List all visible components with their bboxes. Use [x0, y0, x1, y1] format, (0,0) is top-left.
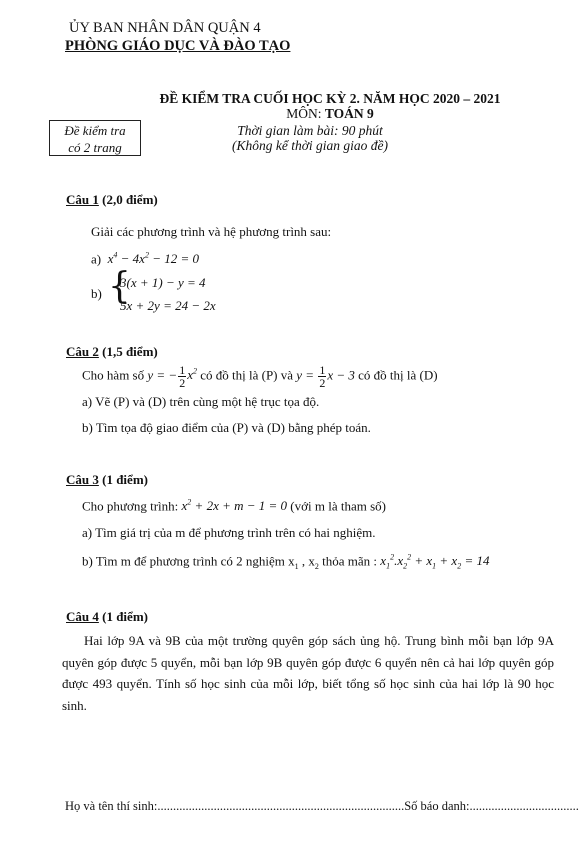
- system-brace: {: [108, 266, 131, 307]
- q3-part-a: a) Tìm giá trị của m để phương trình trên có hai nghiệm.: [82, 525, 376, 540]
- q4-problem-text: Hai lớp 9A và 9B của một trường quyên góp sách ủng hộ. Trung bình mỗi bạn lớp 9A quyên góp được 5 quyển, mỗi bạn lớp 9B quyên góp được 6 quyển nên cả hai lớp quyên góp được 493 quyển. Tính số học sinh của mỗi lớp, biết tổng số học sinh của hai lớp là 90 học sinh.: [62, 633, 554, 713]
- q3-intro: Cho phương trình: $x^2 + 2x + m - 1 = 0$ (với m là tham số): [82, 498, 386, 514]
- page-count-line2: có 2 trang: [68, 140, 122, 155]
- q1-heading: Câu 1 (2,0 điểm): [66, 192, 158, 207]
- exam-duration: Thời gian làm bài: 90 phút: [237, 123, 383, 138]
- candidate-name-label: Họ và tên thí sinh:: [65, 799, 158, 813]
- q3-heading: Câu 3 (1 điểm): [66, 472, 148, 487]
- q3-part-b: b) Tìm m để phương trình có 2 nghiệm $x_1$ , $x_2$ thỏa mãn : $x_1^2.x_2^2 + x_1 + x_2 = 14$: [82, 553, 490, 571]
- exam-duration-note: (Không kể thời gian giao đề): [231, 138, 389, 153]
- page-count-box: [49, 120, 141, 156]
- exam-title: ĐỀ KIỂM TRA CUỐI HỌC KỲ 2. NĂM HỌC 2020 – 2021: [159, 91, 501, 106]
- q2-intro: Cho hàm số y = − $\frac{1}{2}$ $x^2$ có đồ thị là (P) và y = $\frac{1}{2}$ x − 3 có đồ thị là (D): [82, 363, 438, 390]
- q2-heading: Câu 2 (1,5 điểm): [66, 344, 158, 359]
- q1-intro: Giải các phương trình và hệ phương trình sau:: [91, 224, 332, 239]
- q1-part-a: a) $x^4 - 4x^2 - 12 = 0$: [91, 251, 199, 267]
- page-count-line1: Đề kiểm tra: [64, 123, 126, 138]
- header-office: PHÒNG GIÁO DỤC VÀ ĐÀO TẠO: [65, 38, 291, 54]
- q1-system-eq2: 5x + 2y = 24 − 2x: [120, 298, 216, 313]
- q2-part-b: b) Tìm tọa độ giao điểm của (P) và (D) bằng phép toán.: [82, 420, 371, 435]
- q4-heading: Câu 4 (1 điểm): [66, 609, 148, 624]
- candidate-id-label: Số báo danh:: [404, 799, 470, 813]
- q2-part-a: a) Vẽ (P) và (D) trên cùng một hệ trục tọa độ.: [82, 394, 320, 409]
- q1-part-b-label: b): [91, 286, 102, 301]
- exam-subject: MÔN: TOÁN 9: [286, 106, 374, 121]
- header-department: ỦY BAN NHÂN DÂN QUẬN 4: [69, 20, 261, 36]
- q1-system-eq1: 3(x + 1) − y = 4: [120, 275, 206, 290]
- candidate-info: [65, 799, 579, 814]
- candidate-name-field[interactable]: ...............................................................................: [157, 799, 405, 813]
- candidate-id-field[interactable]: ...................................: [469, 799, 579, 813]
